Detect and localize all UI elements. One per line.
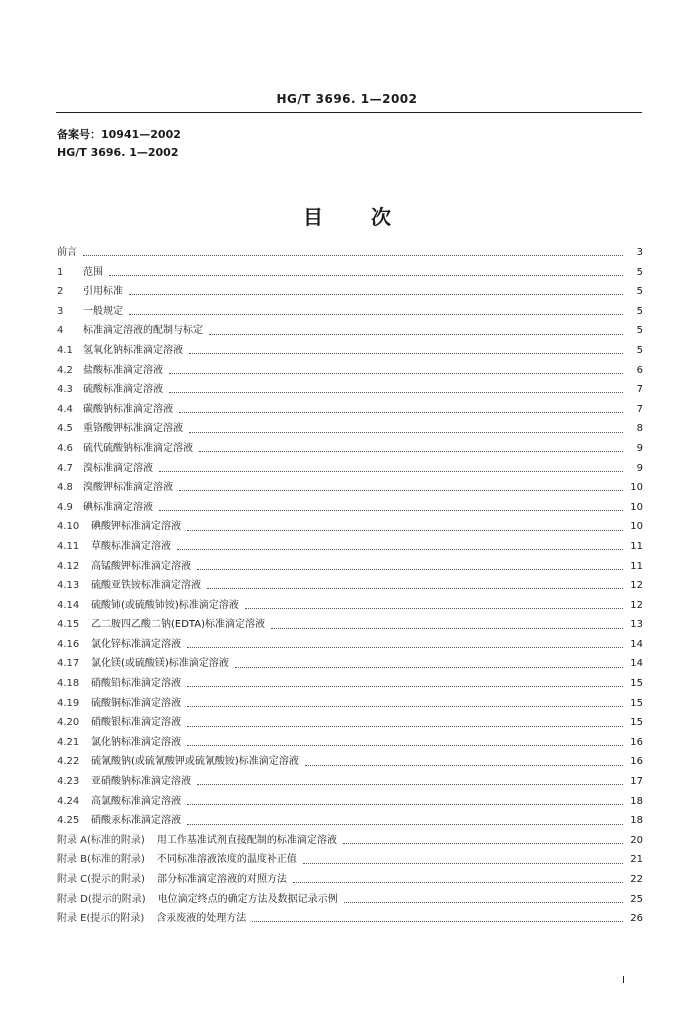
toc-entry[interactable] (57, 772, 643, 792)
dot-leader (197, 569, 623, 570)
toc-appendix-entry[interactable] (57, 831, 643, 851)
toc-entry-page: 5 (636, 305, 643, 317)
dot-leader (187, 706, 623, 707)
toc-entry[interactable] (57, 674, 643, 694)
toc-entry-page: 15 (630, 697, 643, 709)
toc-entry-number: 4.14 (57, 599, 80, 611)
dot-leader (344, 902, 623, 903)
appendix-prefix: 附录 E(提示的附录) (57, 913, 145, 925)
toc-entry-number: 4.5 (57, 423, 73, 435)
dot-leader (159, 510, 623, 511)
dot-leader (189, 432, 623, 433)
toc-entry[interactable] (57, 752, 643, 772)
toc-entry-number: 4.10 (57, 521, 80, 533)
toc-entry[interactable] (57, 478, 643, 498)
toc-entry[interactable] (57, 459, 643, 479)
toc-entry[interactable] (57, 400, 643, 420)
dot-leader (83, 255, 623, 256)
appendix-prefix: 附录 D(提示的附录) (57, 893, 146, 905)
toc-entry[interactable] (57, 361, 643, 381)
dot-leader (305, 765, 623, 766)
toc-entry-label: 硫酸亚铁铵标准滴定溶液 (91, 580, 201, 592)
toc-entry-page: 7 (636, 403, 643, 415)
toc-entry-page: 16 (630, 736, 643, 748)
toc-entry-number: 4.16 (57, 638, 80, 650)
toc-entry[interactable] (57, 263, 643, 283)
toc-entry-label: 氯化钠标准滴定溶液 (91, 736, 181, 748)
toc-entry-page: 15 (630, 717, 643, 729)
toc-entry-page: 18 (630, 795, 643, 807)
toc-entry-number: 4.18 (57, 678, 80, 690)
dot-leader (209, 334, 623, 335)
toc-entry-page: 9 (636, 462, 643, 474)
dot-leader (189, 353, 623, 354)
standard-code: HG/T 3696. 1—2002 (57, 146, 179, 159)
toc-entry-page: 15 (630, 678, 643, 690)
toc-entry-label: 范围 (83, 266, 103, 278)
standard-code-header: HG/T 3696. 1—2002 (276, 92, 418, 106)
dot-leader (129, 294, 623, 295)
table-of-contents (57, 243, 643, 929)
toc-entry-label: 碘标准滴定溶液 (83, 501, 153, 513)
toc-entry-page: 5 (636, 266, 643, 278)
toc-entry-page: 9 (636, 442, 643, 454)
toc-entry-number: 4.24 (57, 795, 80, 807)
toc-entry[interactable] (57, 282, 643, 302)
toc-entry[interactable] (57, 243, 643, 263)
dot-leader (169, 373, 623, 374)
dot-leader (187, 726, 623, 727)
toc-appendix-entry[interactable] (57, 870, 643, 890)
dot-leader (271, 628, 623, 629)
appendix-label: 电位滴定终点的确定方法及数据记录示例 (157, 893, 338, 905)
toc-entry-page: 5 (636, 325, 643, 337)
toc-entry-number: 4.23 (57, 776, 80, 788)
toc-entry-label: 硫酸标准滴定溶液 (83, 384, 163, 396)
toc-entry-number: 4.20 (57, 717, 80, 729)
toc-entry[interactable] (57, 537, 643, 557)
toc-appendix-entry[interactable] (57, 850, 643, 870)
toc-entry-number: 4.7 (57, 462, 73, 474)
toc-entry-label: 氯化镁(或硫酸镁)标准滴定溶液 (91, 658, 229, 670)
toc-entry-number: 4.13 (57, 580, 80, 592)
toc-entry-number: 4.22 (57, 756, 80, 768)
toc-entry-page: 14 (630, 658, 643, 670)
toc-entry-label: 硫代硫酸钠标准滴定溶液 (83, 442, 193, 454)
toc-entry[interactable] (57, 654, 643, 674)
toc-entry[interactable] (57, 439, 643, 459)
toc-title-char-1: 目 (303, 205, 323, 229)
dot-leader (207, 588, 623, 589)
toc-entry-label: 前言 (57, 247, 77, 258)
toc-entry[interactable] (57, 419, 643, 439)
toc-entry-page: 12 (630, 580, 643, 592)
toc-entry-label: 标准滴定溶液的配制与标定 (83, 325, 203, 337)
toc-entry-page: 6 (636, 364, 643, 376)
dot-leader (169, 392, 623, 393)
toc-entry[interactable] (57, 321, 643, 341)
appendix-page: 25 (630, 893, 643, 905)
dot-leader (187, 686, 623, 687)
toc-entry-label: 乙二胺四乙酸二钠(EDTA)标准滴定溶液 (91, 619, 265, 631)
appendix-prefix: 附录 B(标准的附录) (57, 854, 145, 866)
dot-leader (303, 863, 623, 864)
toc-entry[interactable] (57, 733, 643, 753)
toc-entry-label: 草酸标准滴定溶液 (91, 540, 171, 552)
toc-entry-number: 4.19 (57, 697, 80, 709)
toc-entry-page: 17 (630, 776, 643, 788)
toc-entry[interactable] (57, 596, 643, 616)
record-number: 备案号：10941—2002 (57, 128, 181, 141)
toc-entry-page: 5 (636, 344, 643, 356)
dot-leader (129, 314, 623, 315)
dot-leader (187, 824, 623, 825)
toc-entry-page: 10 (630, 521, 643, 533)
toc-entry[interactable] (57, 557, 643, 577)
toc-entry-page: 14 (630, 638, 643, 650)
toc-entry-label: 硫氰酸钠(或硫氰酸钾或硫氰酸铵)标准滴定溶液 (91, 756, 299, 768)
toc-entry-label: 碘酸钾标准滴定溶液 (91, 521, 181, 533)
appendix-label: 含汞废液的处理方法 (156, 913, 247, 925)
toc-entry-label: 氢氧化钠标准滴定溶液 (83, 344, 183, 356)
appendix-prefix: 附录 C(提示的附录) (57, 874, 145, 885)
toc-entry-number: 1 (57, 266, 64, 278)
toc-entry[interactable] (57, 811, 643, 831)
page-folio: I (622, 975, 625, 986)
dot-leader (187, 745, 623, 746)
dot-leader (187, 804, 623, 805)
toc-entry[interactable] (57, 713, 643, 733)
toc-entry-page: 3 (636, 247, 643, 258)
dot-leader (177, 549, 623, 550)
toc-title (0, 201, 694, 230)
toc-entry-number: 4.17 (57, 658, 80, 670)
toc-entry-number: 4.9 (57, 501, 73, 513)
toc-entry[interactable] (57, 635, 643, 655)
toc-entry-number: 4.1 (57, 344, 73, 356)
toc-entry[interactable] (57, 615, 643, 635)
dot-leader (197, 784, 623, 785)
toc-entry-number: 4.6 (57, 442, 73, 454)
toc-entry-label: 硫酸铈(或硫酸铈铵)标准滴定溶液 (91, 599, 239, 611)
toc-appendix-entry[interactable] (57, 890, 643, 910)
toc-entry-label: 碳酸钠标准滴定溶液 (83, 403, 173, 415)
toc-entry-page: 12 (630, 599, 643, 611)
toc-entry-label: 硫酸铜标准滴定溶液 (91, 697, 181, 709)
toc-appendix-entry[interactable] (57, 909, 643, 929)
toc-entry-label: 高锰酸钾标准滴定溶液 (91, 560, 191, 572)
toc-entry-number: 4.4 (57, 403, 73, 415)
toc-entry-page: 10 (630, 482, 643, 494)
toc-entry-page: 13 (630, 619, 643, 631)
toc-entry-label: 引用标准 (83, 286, 123, 298)
dot-leader (179, 490, 623, 491)
toc-entry[interactable] (57, 576, 643, 596)
toc-entry-number: 4.11 (57, 540, 80, 552)
dot-leader (293, 882, 623, 883)
toc-entry[interactable] (57, 341, 643, 361)
toc-entry-label: 高氯酸标准滴定溶液 (91, 795, 181, 807)
toc-entry-page: 18 (630, 815, 643, 827)
toc-entry[interactable] (57, 694, 643, 714)
toc-entry-number: 4 (57, 325, 64, 337)
appendix-page: 26 (630, 913, 643, 925)
dot-leader (245, 608, 623, 609)
toc-entry-number: 4.12 (57, 560, 80, 572)
toc-entry[interactable] (57, 517, 643, 537)
toc-entry-label: 盐酸标准滴定溶液 (83, 364, 163, 376)
dot-leader (187, 647, 623, 648)
toc-entry-number: 4.3 (57, 384, 73, 396)
toc-entry-page: 10 (630, 501, 643, 513)
toc-entry-number: 4.2 (57, 364, 73, 376)
dot-leader (199, 451, 623, 452)
dot-leader (187, 530, 623, 531)
toc-entry-label: 硝酸汞标准滴定溶液 (91, 815, 181, 827)
dot-leader (159, 471, 623, 472)
toc-entry-label: 硝酸银标准滴定溶液 (91, 717, 181, 729)
toc-entry-label: 硝酸铅标准滴定溶液 (91, 678, 181, 690)
appendix-page: 20 (630, 834, 643, 846)
toc-title-char-2: 次 (371, 205, 391, 229)
toc-entry-page: 8 (636, 423, 643, 435)
appendix-label: 用工作基准试剂直接配制的标准滴定溶液 (156, 834, 337, 846)
toc-entry-label: 重铬酸钾标准滴定溶液 (83, 423, 183, 435)
toc-entry[interactable] (57, 498, 643, 518)
dot-leader (343, 843, 623, 844)
toc-entry-page: 16 (630, 756, 643, 768)
toc-entry-page: 11 (630, 560, 643, 572)
appendix-label: 不同标准溶液浓度的温度补正值 (156, 854, 297, 866)
toc-entry-page: 5 (636, 286, 643, 298)
toc-entry-number: 2 (57, 286, 64, 298)
toc-entry-page: 11 (630, 540, 643, 552)
toc-entry[interactable] (57, 380, 643, 400)
appendix-prefix: 附录 A(标准的附录) (57, 834, 145, 846)
toc-entry-label: 一般规定 (83, 305, 123, 317)
dot-leader (179, 412, 623, 413)
toc-entry-number: 4.8 (57, 482, 73, 494)
toc-entry-label: 亚硝酸钠标准滴定溶液 (91, 776, 191, 788)
toc-entry-number: 4.15 (57, 619, 80, 631)
dot-leader (109, 275, 623, 276)
toc-entry-label: 氯化锌标准滴定溶液 (91, 638, 181, 650)
dot-leader (235, 667, 623, 668)
toc-entry-page: 7 (636, 384, 643, 396)
header-rule (56, 112, 642, 113)
toc-entry-label: 溴酸钾标准滴定溶液 (83, 482, 173, 494)
appendix-label: 部分标准滴定溶液的对照方法 (156, 874, 287, 885)
toc-entry-number: 4.21 (57, 736, 80, 748)
toc-entry-label: 溴标准滴定溶液 (83, 462, 153, 474)
toc-entry-number: 3 (57, 305, 64, 317)
dot-leader (252, 921, 623, 922)
appendix-page: 22 (630, 874, 643, 885)
toc-entry-number: 4.25 (57, 815, 80, 827)
appendix-page: 21 (630, 854, 643, 866)
toc-entry[interactable] (57, 302, 643, 322)
toc-entry[interactable] (57, 792, 643, 812)
